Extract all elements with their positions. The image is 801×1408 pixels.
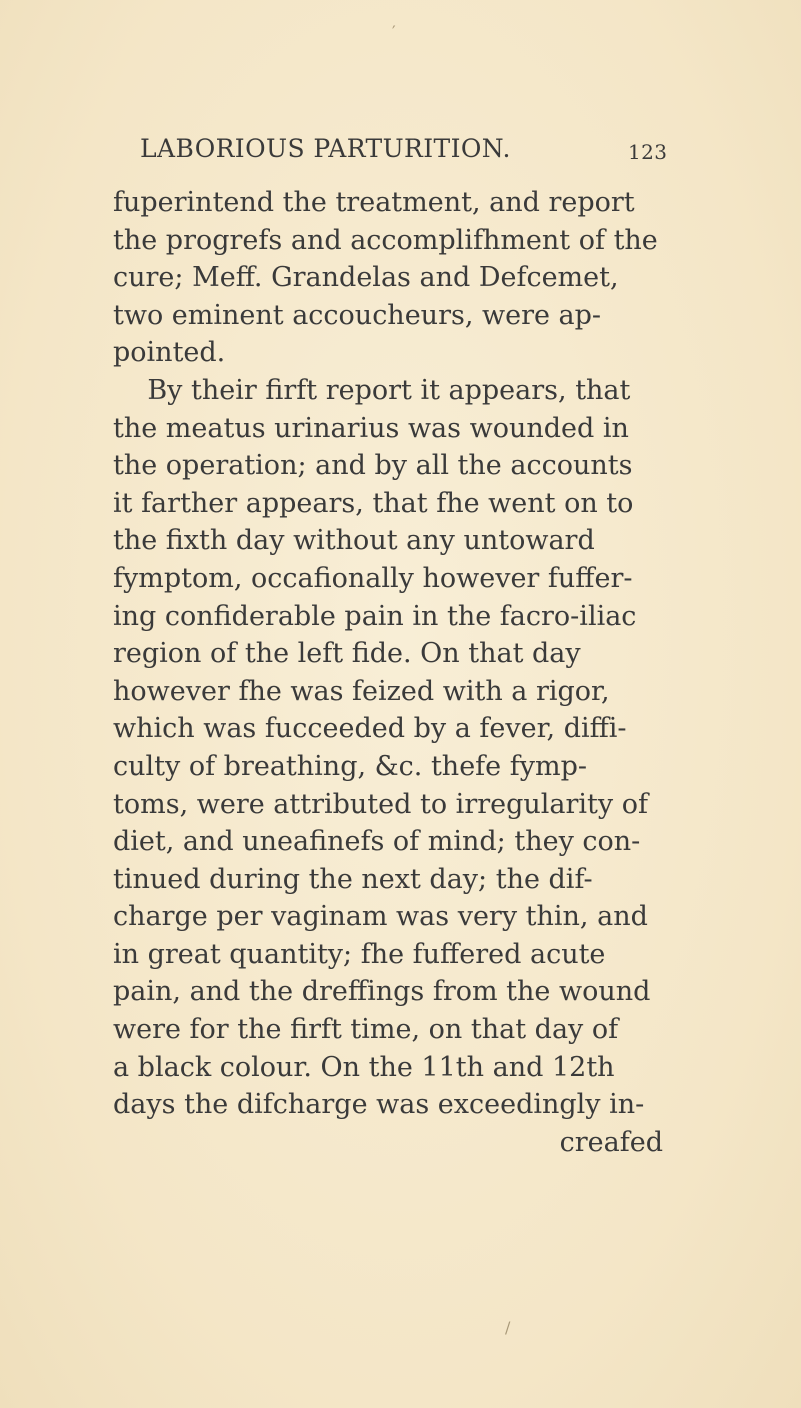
text-line: pain, and the dreffings from the wound [113, 976, 651, 1008]
text-line: the operation; and by all the accounts [113, 450, 633, 482]
running-header [140, 134, 668, 174]
ink-speck: / [505, 1318, 511, 1337]
text-line: were for the firft time, on that day of [113, 1014, 619, 1046]
text-line: the fixth day without any untoward [113, 525, 595, 557]
body-text [113, 184, 673, 1161]
page-number: 123 [628, 140, 668, 164]
text-line: which was fucceeded by a fever, diffi- [113, 713, 627, 745]
text-line: it farther appears, that fhe went on to [113, 487, 634, 519]
text-line: a black colour. On the 11th and 12th [113, 1051, 615, 1083]
text-line: in great quantity; fhe fuffered acute [113, 938, 606, 970]
text-line: charge per vaginam was very thin, and [113, 901, 648, 933]
text-line: tinued during the next day; the dif- [113, 863, 593, 895]
text-line: ing confiderable pain in the facro-iliac [113, 600, 637, 632]
text-line: By their firft report it appears, that [113, 374, 631, 406]
text-line: region of the left fide. On that day [113, 638, 581, 670]
text-line: however fhe was feized with a rigor, [113, 675, 610, 707]
text-line: the progrefs and accomplifhment of the [113, 224, 658, 256]
text-line: diet, and uneafinefs of mind; they con- [113, 826, 641, 858]
text-line: fuperintend the treatment, and report [113, 187, 635, 218]
running-title: LABORIOUS PARTURITION. [140, 134, 511, 163]
catchword: creafed [559, 1126, 663, 1158]
text-line: toms, were attributed to irregularity of [113, 788, 648, 820]
text-line: cure; Meff. Grandelas and Defcemet, [113, 262, 619, 294]
text-line: fymptom, occafionally however fuffer- [113, 562, 633, 594]
text-line: pointed. [113, 337, 226, 369]
text-line: the meatus urinarius was wounded in [113, 412, 629, 444]
ink-speck: ′ [392, 22, 396, 41]
text-line: culty of breathing, &c. thefe fymp- [113, 750, 587, 782]
text-line: two eminent accoucheurs, were ap- [113, 299, 602, 331]
text-line: days the difcharge was exceedingly in- [113, 1089, 645, 1121]
